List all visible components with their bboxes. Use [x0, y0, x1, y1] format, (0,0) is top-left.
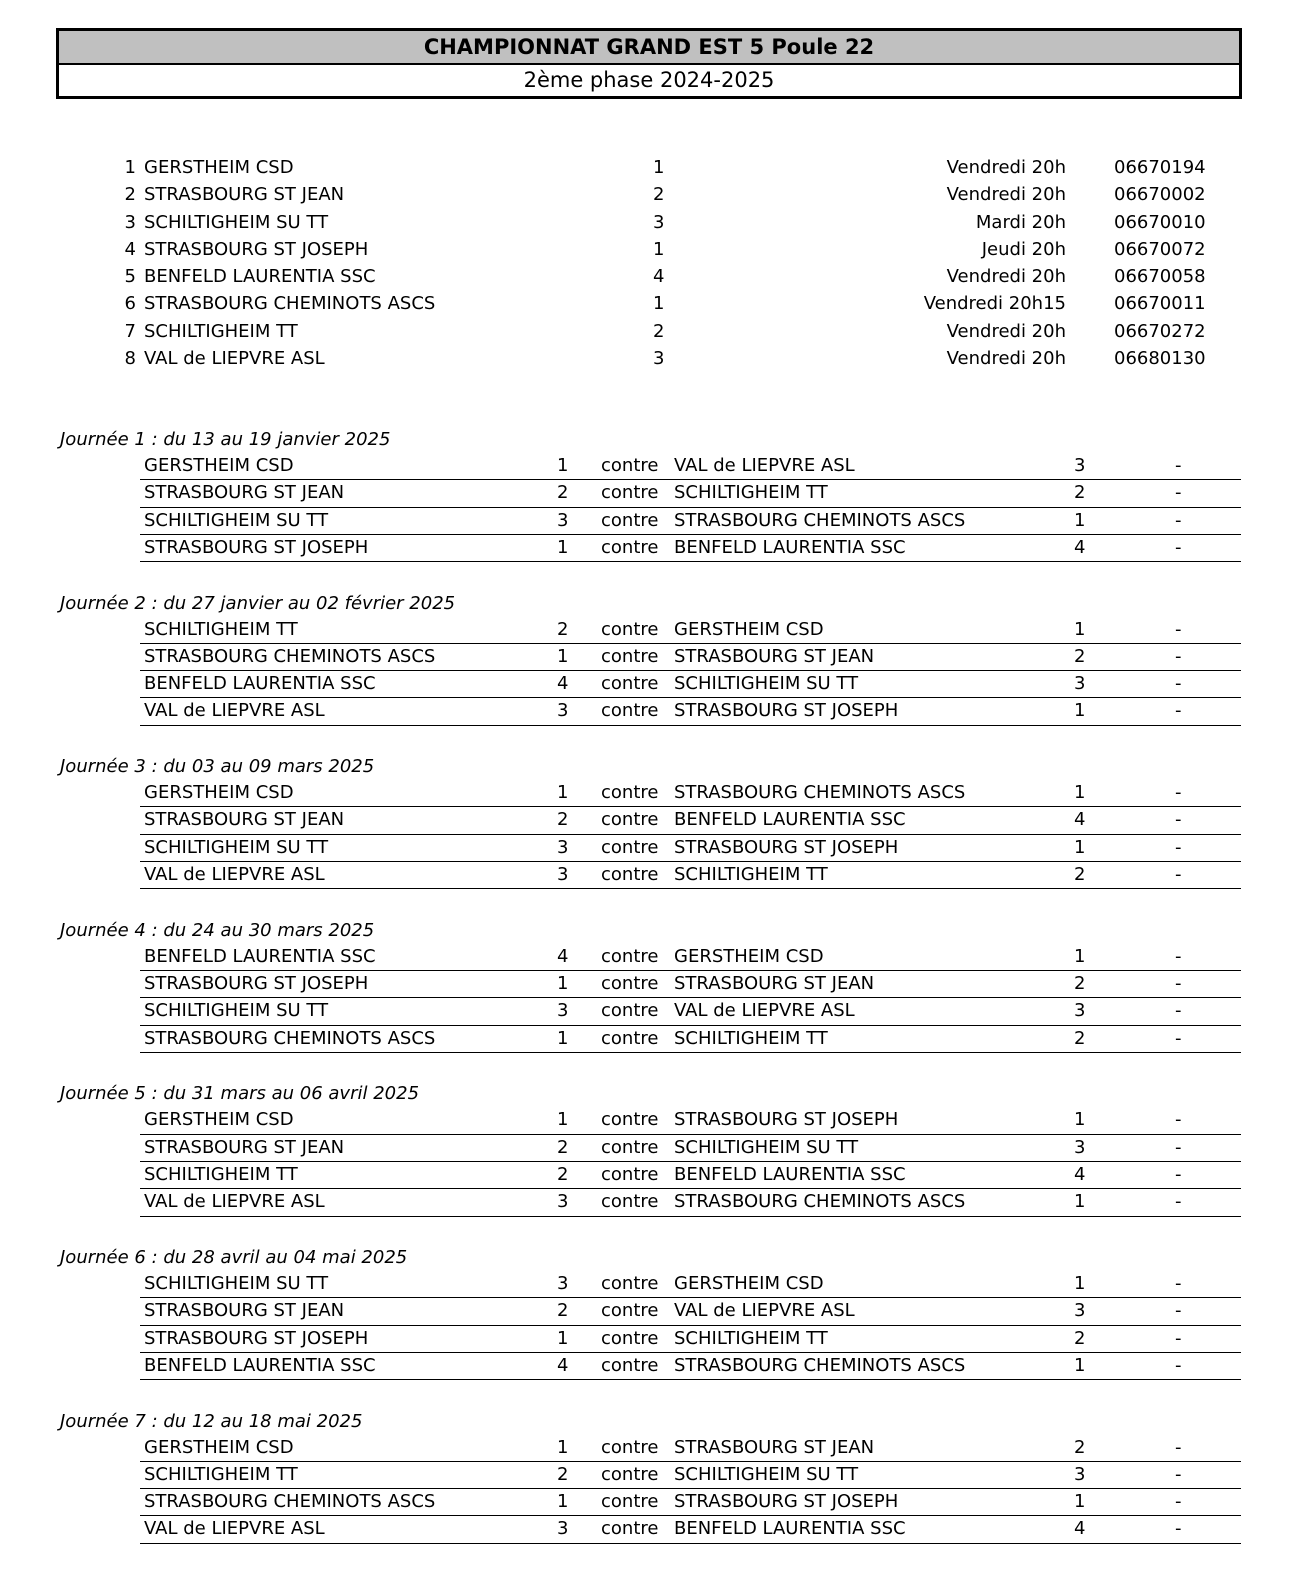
team-name: GERSTHEIM CSD	[144, 157, 294, 178]
team-match-day: Jeudi 20h	[981, 238, 1066, 260]
versus-label: contre	[601, 536, 659, 558]
journee-block	[0, 590, 1298, 754]
team-group: 1	[653, 293, 665, 315]
away-group: 3	[1074, 1463, 1086, 1485]
journee-block	[0, 1408, 1298, 1572]
match-row	[140, 780, 1241, 807]
match-row	[140, 698, 1241, 725]
match-score: -	[1175, 1327, 1182, 1349]
away-group: 2	[1074, 864, 1086, 886]
away-group: 1	[1074, 1272, 1086, 1294]
match-score: -	[1175, 482, 1182, 504]
team-name: STRASBOURG ST JEAN	[144, 184, 345, 206]
away-group: 4	[1074, 1163, 1086, 1185]
home-team: SCHILTIGHEIM SU TT	[144, 1272, 329, 1294]
home-team: SCHILTIGHEIM SU TT	[144, 1000, 329, 1022]
away-group: 2	[1074, 1436, 1086, 1458]
away-team: SCHILTIGHEIM SU TT	[674, 1463, 859, 1485]
away-group: 1	[1074, 1191, 1086, 1213]
match-score: -	[1175, 1000, 1182, 1022]
away-group: 1	[1074, 509, 1086, 531]
match-row	[140, 1298, 1241, 1325]
journee-block	[0, 426, 1298, 590]
home-team: SCHILTIGHEIM TT	[144, 1163, 298, 1185]
home-group: 3	[557, 1272, 569, 1294]
match-score: -	[1175, 1136, 1182, 1158]
versus-label: contre	[601, 482, 659, 504]
away-group: 4	[1074, 536, 1086, 558]
team-name: BENFELD LAURENTIA SSC	[144, 266, 376, 288]
team-code: 06670011	[1114, 293, 1206, 315]
away-team: BENFELD LAURENTIA SSC	[674, 536, 906, 558]
versus-label: contre	[601, 1000, 659, 1022]
team-name: STRASBOURG CHEMINOTS ASCS	[144, 293, 436, 315]
team-row	[0, 154, 1298, 181]
team-match-day: Mardi 20h	[975, 211, 1066, 233]
page-subtitle: 2ème phase 2024-2025	[523, 68, 775, 92]
home-team: SCHILTIGHEIM SU TT	[144, 509, 329, 531]
match-list	[140, 944, 1241, 1053]
match-score: -	[1175, 1191, 1182, 1213]
journee-title: Journée 2 : du 27 janvier au 02 février 2025	[60, 592, 456, 614]
match-score: -	[1175, 782, 1182, 804]
away-group: 3	[1074, 1000, 1086, 1022]
team-group: 2	[653, 320, 665, 342]
away-team: VAL de LIEPVRE ASL	[674, 1000, 855, 1022]
match-row	[140, 480, 1241, 507]
home-group: 1	[557, 645, 569, 667]
away-team: STRASBOURG CHEMINOTS ASCS	[674, 782, 966, 804]
match-score: -	[1175, 673, 1182, 695]
team-name: STRASBOURG ST JOSEPH	[144, 238, 369, 260]
home-team: BENFELD LAURENTIA SSC	[144, 945, 376, 967]
versus-label: contre	[601, 1436, 659, 1458]
journee-title: Journée 7 : du 12 au 18 mai 2025	[60, 1410, 363, 1432]
home-team: STRASBOURG CHEMINOTS ASCS	[144, 1027, 436, 1049]
away-group: 1	[1074, 1491, 1086, 1513]
home-team: SCHILTIGHEIM SU TT	[144, 836, 329, 858]
home-group: 1	[557, 782, 569, 804]
versus-label: contre	[601, 973, 659, 995]
versus-label: contre	[601, 1272, 659, 1294]
versus-label: contre	[601, 1191, 659, 1213]
team-code: 06670194	[1114, 157, 1206, 178]
home-team: BENFELD LAURENTIA SSC	[144, 673, 376, 695]
home-group: 2	[557, 1136, 569, 1158]
versus-label: contre	[601, 1300, 659, 1322]
journee-block	[0, 917, 1298, 1081]
away-group: 3	[1074, 673, 1086, 695]
versus-label: contre	[601, 509, 659, 531]
match-row	[140, 535, 1241, 562]
match-list	[140, 780, 1241, 889]
match-score: -	[1175, 509, 1182, 531]
match-row	[140, 1107, 1241, 1134]
home-team: STRASBOURG CHEMINOTS ASCS	[144, 1491, 436, 1513]
away-group: 4	[1074, 809, 1086, 831]
versus-label: contre	[601, 645, 659, 667]
team-group: 4	[653, 266, 665, 288]
away-team: GERSTHEIM CSD	[674, 1272, 824, 1294]
home-group: 3	[557, 509, 569, 531]
away-team: STRASBOURG ST JOSEPH	[674, 700, 899, 722]
match-score: -	[1175, 945, 1182, 967]
team-number: 1	[124, 157, 136, 178]
away-team: STRASBOURG ST JEAN	[674, 973, 875, 995]
home-group: 4	[557, 945, 569, 967]
match-score: -	[1175, 973, 1182, 995]
team-match-day: Vendredi 20h15	[923, 293, 1066, 315]
team-code: 06670002	[1114, 184, 1206, 206]
home-group: 3	[557, 1518, 569, 1540]
match-score: -	[1175, 645, 1182, 667]
match-row	[140, 1353, 1241, 1380]
journee-title: Journée 6 : du 28 avril au 04 mai 2025	[60, 1246, 408, 1268]
journee-block	[0, 1244, 1298, 1408]
team-row	[0, 290, 1298, 317]
home-group: 1	[557, 973, 569, 995]
match-row	[140, 807, 1241, 834]
away-team: SCHILTIGHEIM SU TT	[674, 1136, 859, 1158]
away-group: 2	[1074, 1327, 1086, 1349]
match-score: -	[1175, 1436, 1182, 1458]
match-score: -	[1175, 1463, 1182, 1485]
team-number: 4	[124, 238, 136, 260]
away-team: STRASBOURG ST JOSEPH	[674, 1491, 899, 1513]
away-group: 1	[1074, 945, 1086, 967]
team-number: 8	[124, 348, 136, 370]
match-score: -	[1175, 809, 1182, 831]
home-team: STRASBOURG ST JEAN	[144, 1300, 345, 1322]
team-group: 1	[653, 238, 665, 260]
away-team: STRASBOURG ST JOSEPH	[674, 836, 899, 858]
match-row	[140, 671, 1241, 698]
team-row	[0, 181, 1298, 208]
match-list	[140, 1107, 1241, 1216]
match-row	[140, 1326, 1241, 1353]
home-team: STRASBOURG CHEMINOTS ASCS	[144, 645, 436, 667]
home-team: SCHILTIGHEIM TT	[144, 618, 298, 640]
team-code: 06680130	[1114, 348, 1206, 370]
home-team: STRASBOURG ST JOSEPH	[144, 1327, 369, 1349]
team-number: 3	[124, 211, 136, 233]
home-team: STRASBOURG ST JOSEPH	[144, 536, 369, 558]
versus-label: contre	[601, 1463, 659, 1485]
team-group: 3	[653, 348, 665, 370]
away-team: SCHILTIGHEIM TT	[674, 1327, 828, 1349]
match-score: -	[1175, 700, 1182, 722]
home-team: GERSTHEIM CSD	[144, 1436, 294, 1458]
match-row	[140, 1162, 1241, 1189]
away-group: 2	[1074, 482, 1086, 504]
home-team: BENFELD LAURENTIA SSC	[144, 1354, 376, 1376]
home-group: 1	[557, 1436, 569, 1458]
away-group: 2	[1074, 973, 1086, 995]
away-team: VAL de LIEPVRE ASL	[674, 455, 855, 476]
home-group: 3	[557, 1000, 569, 1022]
schedule	[0, 426, 1298, 1571]
versus-label: contre	[601, 1163, 659, 1185]
away-group: 1	[1074, 782, 1086, 804]
match-row	[140, 1435, 1241, 1462]
team-code: 06670010	[1114, 211, 1206, 233]
match-row	[140, 998, 1241, 1025]
home-group: 1	[557, 1327, 569, 1349]
home-group: 4	[557, 673, 569, 695]
journee-block	[0, 1080, 1298, 1244]
team-match-day: Vendredi 20h	[946, 184, 1066, 206]
versus-label: contre	[601, 1518, 659, 1540]
journee-block	[0, 753, 1298, 917]
match-row	[140, 862, 1241, 889]
home-group: 3	[557, 700, 569, 722]
versus-label: contre	[601, 455, 659, 476]
away-group: 1	[1074, 700, 1086, 722]
match-score: -	[1175, 618, 1182, 640]
team-number: 7	[124, 320, 136, 342]
versus-label: contre	[601, 1327, 659, 1349]
away-team: STRASBOURG ST JOSEPH	[674, 1109, 899, 1131]
versus-label: contre	[601, 1109, 659, 1131]
team-group: 1	[653, 157, 665, 178]
versus-label: contre	[601, 618, 659, 640]
away-team: SCHILTIGHEIM SU TT	[674, 673, 859, 695]
versus-label: contre	[601, 864, 659, 886]
team-list	[0, 154, 1298, 372]
home-team: STRASBOURG ST JEAN	[144, 1136, 345, 1158]
home-team: SCHILTIGHEIM TT	[144, 1463, 298, 1485]
match-row	[140, 508, 1241, 535]
home-team: STRASBOURG ST JEAN	[144, 809, 345, 831]
home-group: 3	[557, 864, 569, 886]
away-team: STRASBOURG CHEMINOTS ASCS	[674, 1354, 966, 1376]
match-score: -	[1175, 455, 1182, 476]
team-match-day: Vendredi 20h	[946, 320, 1066, 342]
match-score: -	[1175, 536, 1182, 558]
match-row	[140, 1189, 1241, 1216]
match-row	[140, 1026, 1241, 1053]
away-group: 2	[1074, 645, 1086, 667]
journee-title: Journée 3 : du 03 au 09 mars 2025	[60, 756, 375, 778]
document-header	[56, 28, 1242, 99]
home-team: VAL de LIEPVRE ASL	[144, 1191, 325, 1213]
journee-title: Journée 1 : du 13 au 19 janvier 2025	[60, 429, 391, 450]
team-match-day: Vendredi 20h	[946, 266, 1066, 288]
team-row	[0, 236, 1298, 263]
versus-label: contre	[601, 1491, 659, 1513]
away-team: SCHILTIGHEIM TT	[674, 864, 828, 886]
team-match-day: Vendredi 20h	[946, 348, 1066, 370]
home-group: 2	[557, 1463, 569, 1485]
versus-label: contre	[601, 945, 659, 967]
away-group: 1	[1074, 618, 1086, 640]
home-team: VAL de LIEPVRE ASL	[144, 864, 325, 886]
team-name: SCHILTIGHEIM SU TT	[144, 211, 329, 233]
match-row	[140, 835, 1241, 862]
versus-label: contre	[601, 700, 659, 722]
home-group: 1	[557, 536, 569, 558]
home-team: GERSTHEIM CSD	[144, 782, 294, 804]
away-team: STRASBOURG CHEMINOTS ASCS	[674, 1191, 966, 1213]
home-team: GERSTHEIM CSD	[144, 455, 294, 476]
team-code: 06670272	[1114, 320, 1206, 342]
match-row	[140, 1516, 1241, 1543]
away-team: BENFELD LAURENTIA SSC	[674, 1518, 906, 1540]
match-list	[140, 1271, 1241, 1380]
match-list	[140, 453, 1241, 562]
match-score: -	[1175, 836, 1182, 858]
team-code: 06670072	[1114, 238, 1206, 260]
away-team: SCHILTIGHEIM TT	[674, 1027, 828, 1049]
journee-title: Journée 5 : du 31 mars au 06 avril 2025	[60, 1083, 420, 1105]
team-row	[0, 263, 1298, 290]
away-team: STRASBOURG CHEMINOTS ASCS	[674, 509, 966, 531]
team-name: VAL de LIEPVRE ASL	[144, 348, 325, 370]
team-group: 2	[653, 184, 665, 206]
home-group: 3	[557, 836, 569, 858]
away-team: GERSTHEIM CSD	[674, 618, 824, 640]
match-row	[140, 1462, 1241, 1489]
away-group: 2	[1074, 1027, 1086, 1049]
team-group: 3	[653, 211, 665, 233]
home-group: 1	[557, 1491, 569, 1513]
match-row	[140, 971, 1241, 998]
home-team: GERSTHEIM CSD	[144, 1109, 294, 1131]
away-group: 1	[1074, 836, 1086, 858]
match-score: -	[1175, 1354, 1182, 1376]
home-group: 2	[557, 809, 569, 831]
match-score: -	[1175, 864, 1182, 886]
versus-label: contre	[601, 1136, 659, 1158]
match-score: -	[1175, 1109, 1182, 1131]
versus-label: contre	[601, 1354, 659, 1376]
home-group: 1	[557, 455, 569, 476]
match-list	[140, 1435, 1241, 1544]
home-team: VAL de LIEPVRE ASL	[144, 700, 325, 722]
home-team: STRASBOURG ST JOSEPH	[144, 973, 369, 995]
match-row	[140, 644, 1241, 671]
match-list	[140, 617, 1241, 726]
page-title: CHAMPIONNAT GRAND EST 5 Poule 22	[59, 31, 1239, 65]
away-group: 3	[1074, 455, 1086, 476]
match-row	[140, 1489, 1241, 1516]
home-group: 3	[557, 1191, 569, 1213]
versus-label: contre	[601, 1027, 659, 1049]
match-row	[140, 1271, 1241, 1298]
team-code: 06670058	[1114, 266, 1206, 288]
team-row	[0, 345, 1298, 372]
away-team: VAL de LIEPVRE ASL	[674, 1300, 855, 1322]
match-row	[140, 617, 1241, 644]
home-group: 1	[557, 1027, 569, 1049]
away-team: GERSTHEIM CSD	[674, 945, 824, 967]
team-number: 5	[124, 266, 136, 288]
away-group: 4	[1074, 1518, 1086, 1540]
away-team: STRASBOURG ST JEAN	[674, 1436, 875, 1458]
versus-label: contre	[601, 673, 659, 695]
away-team: SCHILTIGHEIM TT	[674, 482, 828, 504]
away-group: 3	[1074, 1136, 1086, 1158]
match-score: -	[1175, 1272, 1182, 1294]
home-team: VAL de LIEPVRE ASL	[144, 1518, 325, 1540]
match-score: -	[1175, 1491, 1182, 1513]
home-group: 2	[557, 618, 569, 640]
away-group: 1	[1074, 1109, 1086, 1131]
versus-label: contre	[601, 782, 659, 804]
match-score: -	[1175, 1163, 1182, 1185]
home-group: 4	[557, 1354, 569, 1376]
away-team: STRASBOURG ST JEAN	[674, 645, 875, 667]
home-group: 2	[557, 1163, 569, 1185]
away-group: 1	[1074, 1354, 1086, 1376]
team-row	[0, 318, 1298, 345]
team-row	[0, 209, 1298, 236]
match-row	[140, 453, 1241, 480]
home-group: 2	[557, 482, 569, 504]
match-score: -	[1175, 1300, 1182, 1322]
away-group: 3	[1074, 1300, 1086, 1322]
team-name: SCHILTIGHEIM TT	[144, 320, 298, 342]
away-team: BENFELD LAURENTIA SSC	[674, 809, 906, 831]
home-group: 1	[557, 1109, 569, 1131]
versus-label: contre	[601, 836, 659, 858]
team-number: 6	[124, 293, 136, 315]
away-team: BENFELD LAURENTIA SSC	[674, 1163, 906, 1185]
match-row	[140, 944, 1241, 971]
match-row	[140, 1135, 1241, 1162]
versus-label: contre	[601, 809, 659, 831]
home-team: STRASBOURG ST JEAN	[144, 482, 345, 504]
home-group: 2	[557, 1300, 569, 1322]
journee-title: Journée 4 : du 24 au 30 mars 2025	[60, 919, 375, 941]
match-score: -	[1175, 1027, 1182, 1049]
team-match-day: Vendredi 20h	[946, 157, 1066, 178]
team-number: 2	[124, 184, 136, 206]
match-score: -	[1175, 1518, 1182, 1540]
